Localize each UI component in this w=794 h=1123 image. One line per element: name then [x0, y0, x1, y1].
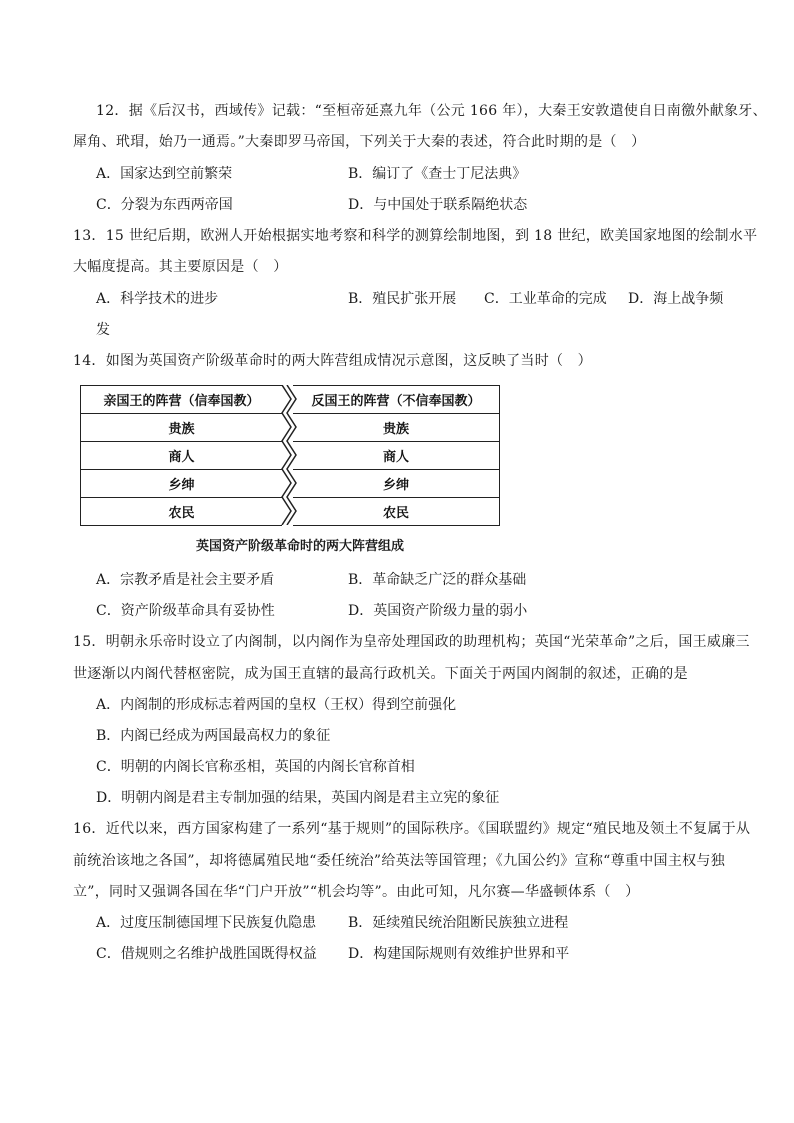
q12-option-d[interactable]: D．与中国处于联系隔绝状态 [348, 197, 528, 213]
q16-stem-line3: 立”，同时又强调各国在华“门户开放”“机会均等”。由此可知，凡尔赛—华盛顿体系（ ） [73, 884, 640, 900]
q12-stem-line2: 犀角、玳瑁，始乃一通焉。”大秦即罗马帝国，下列关于大秦的表述，符合此时期的是（ ） [73, 134, 646, 150]
royalist-camp-header: 亲国王的阵营（信奉国教） [80, 385, 282, 413]
q12-option-a[interactable]: A．国家达到空前繁荣 [96, 166, 233, 182]
parliament-row-peasants: 农民 [293, 497, 500, 526]
q13-option-d[interactable]: D．海上战争频 [628, 291, 724, 307]
parliament-row-gentry: 乡绅 [293, 469, 500, 497]
q15-option-a[interactable]: A．内阁制的形成标志着两国的皇权（王权）得到空前强化 [96, 697, 457, 713]
diagram-caption: 英国资产阶级革命时的两大阵营组成 [195, 539, 404, 554]
q14-option-b[interactable]: B．革命缺乏广泛的群众基础 [348, 572, 527, 588]
q15-option-b[interactable]: B．内阁已经成为两国最高权力的象征 [96, 728, 331, 744]
parliament-row-nobles: 贵族 [293, 413, 500, 441]
parliament-camp-header: 反国王的阵营（不信奉国教） [293, 385, 500, 413]
q14-stem-line1: 14．如图为英国资产阶级革命时的两大阵营组成情况示意图，这反映了当时（ ） [73, 353, 592, 369]
q14-option-c[interactable]: C．资产阶级革命具有妥协性 [96, 603, 275, 619]
q13-option-b[interactable]: B．殖民扩张开展 [348, 291, 457, 307]
royalist-row-merchants: 商人 [80, 441, 282, 469]
royalist-row-gentry: 乡绅 [80, 469, 282, 497]
royalist-row-nobles: 贵族 [80, 413, 282, 441]
parliament-camp-table [293, 385, 500, 526]
q13-stem-line2: 大幅度提高。其主要原因是（ ） [73, 259, 288, 275]
q13-option-a[interactable]: A．科学技术的进步 [96, 291, 219, 307]
q12-option-b[interactable]: B．编订了《查士丁尼法典》 [348, 166, 527, 182]
q16-stem-line1: 16．近代以来，西方国家构建了一系列“基于规则”的国际秩序。《国联盟约》规定“殖民地及领土不复属于从 [73, 821, 751, 837]
q16-option-c[interactable]: C．借规则之名维护战胜国既得权益 [96, 946, 317, 962]
q14-option-d[interactable]: D．英国资产阶级力量的弱小 [348, 603, 528, 619]
q12-stem-line1: 12．据《后汉书，西域传》记载：“至桓帝延熹九年（公元 166 年），大秦王安敦遣使自日南徼外献象牙、 [96, 103, 767, 119]
q16-option-a[interactable]: A．过度压制德国埋下民族复仇隐患 [96, 915, 317, 931]
q15-stem-line2: 世逐渐以内阁代替枢密院，成为国王直辖的最高行政机关。下面关于两国内阁制的叙述，正确的是 [73, 666, 688, 682]
q14-option-a[interactable]: A．宗教矛盾是社会主要矛盾 [96, 572, 275, 588]
parliament-row-merchants: 商人 [293, 441, 500, 469]
q13-stem-line1: 13．15 世纪后期，欧洲人开始根据实地考察和科学的测算绘制地图，到 18 世纪，欧美国家地图的绘制水平 [73, 228, 758, 244]
camp-diagram [80, 385, 500, 560]
q12-option-c[interactable]: C．分裂为东西两帝国 [96, 197, 233, 213]
q13-option-d-wrap: 发 [96, 322, 110, 338]
q13-option-c[interactable]: C．工业革命的完成 [484, 291, 607, 307]
q16-option-b[interactable]: B．延续殖民统治阻断民族独立进程 [348, 915, 569, 931]
q16-stem-line2: 前统治该地之各国”，却将德属殖民地“委任统治”给英法等国管理；《九国公约》宣称“尊重中国主权与独 [73, 853, 726, 869]
q15-option-c[interactable]: C．明朝的内阁长官称丞相，英国的内阁长官称首相 [96, 759, 415, 775]
q15-option-d[interactable]: D．明朝内阁是君主专制加强的结果，英国内阁是君主立宪的象征 [96, 790, 500, 806]
q15-stem-line1: 15．明朝永乐帝时设立了内阁制，以内阁作为皇帝处理国政的助理机构；英国“光荣革命”之后，国王威廉三 [73, 634, 750, 650]
royalist-row-peasants: 农民 [80, 497, 282, 526]
royalist-camp-table [80, 385, 282, 526]
q16-option-d[interactable]: D．构建国际规则有效维护世界和平 [348, 946, 570, 962]
